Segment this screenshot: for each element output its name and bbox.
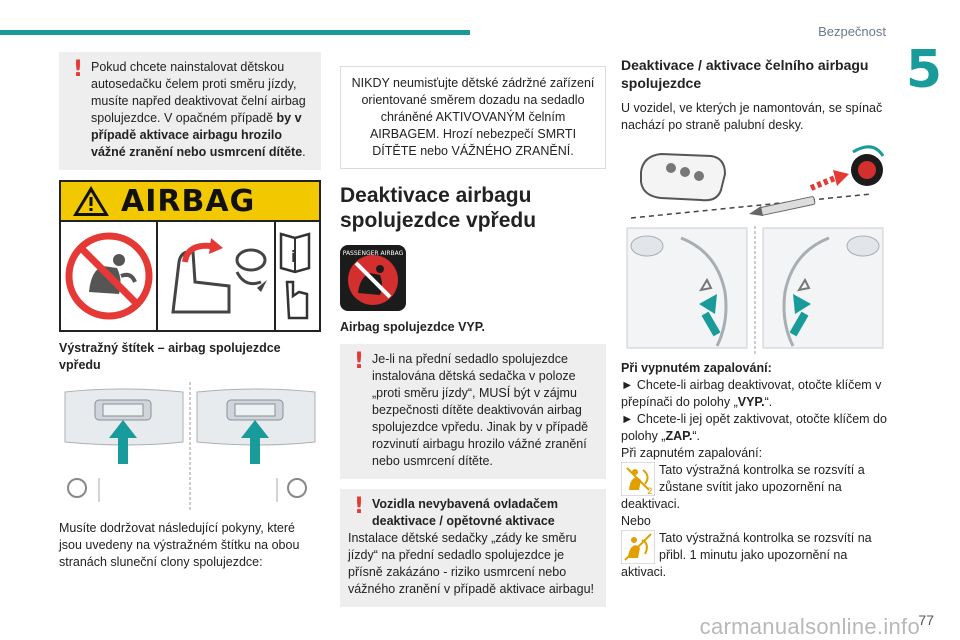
step-text: ► Chcete-li airbag deaktivovat, otočte klíčem v přepínači do polohy „	[621, 378, 882, 409]
page-section-title: Bezpečnost	[818, 24, 886, 39]
airbag-switch-illustration	[621, 142, 889, 354]
column-2	[340, 52, 606, 607]
lamp-off-text: Tato výstražná kontrolka se rozsvítí a zůstane svítit jako upozornění na	[659, 463, 865, 494]
warning-box-no-switch	[340, 489, 606, 607]
column-1	[59, 52, 321, 571]
warning-text-bold: by v případě aktivace airbagu hrozilo vážné zranění nebo usmrcení dítěte	[91, 111, 303, 159]
lamp-on-row	[621, 530, 889, 564]
airbag-off-lamp-icon	[621, 462, 655, 496]
warning-text	[67, 59, 313, 161]
airbag-off-caption: Airbag spolujezdce VYP.	[340, 320, 485, 334]
warning-triangle-icon	[61, 184, 121, 218]
exclamation-icon: !	[354, 349, 365, 374]
subsection-heading: Deaktivace / aktivace čelního airbagu spolujezdce	[621, 57, 869, 91]
warning-text-part: Pokud chcete nainstalovat dětskou autosedačku čelem proti směru jízdy, musíte napřed deaktivovat čelní airbag spolujezdce. V opačném případě	[91, 60, 306, 125]
step-deactivate	[621, 377, 889, 411]
warning-text-end: .	[302, 145, 306, 159]
intro-text: U vozidel, ve kterých je namontován, se spínač nachází po straně palubní desky.	[621, 101, 883, 132]
passenger-airbag-off-icon	[340, 245, 406, 311]
or-text: Nebo	[621, 514, 651, 528]
icon-label-text: PASSENGER AIRBAG	[342, 250, 404, 257]
column-3	[621, 52, 889, 581]
lamp-off-text-cont: deaktivaci.	[621, 497, 681, 511]
airbag-label-word: AIRBAG	[121, 183, 256, 219]
step-keyword: VYP.	[737, 395, 765, 409]
watermark: carmanualsonline.info	[699, 614, 920, 639]
lamp-badge-text: 2	[647, 487, 653, 496]
step-keyword: ZAP.	[665, 429, 693, 443]
page-number: 77	[918, 612, 934, 628]
airbag-label-pictograms	[61, 222, 319, 330]
svg-text:i: i	[291, 247, 297, 266]
step-text-end: “.	[764, 395, 773, 409]
warning-box-child-seat	[59, 52, 321, 170]
airbag-label-header	[61, 182, 319, 222]
step-activate	[621, 411, 889, 445]
car-key-icon	[641, 154, 725, 200]
label-caption: Výstražný štítek – airbag spolujezdce vpředu	[59, 341, 281, 372]
warning-heading: Vozidla nevybavená ovladačem deaktivace / opětovné aktivace	[372, 497, 558, 528]
exclamation-icon: !	[73, 57, 84, 82]
manual-book-icon	[281, 234, 309, 318]
ignition-off-heading: Při vypnutém zapalování:	[621, 361, 772, 375]
ignition-on-heading: Při zapnutém zapalování:	[621, 446, 763, 460]
header-accent-bar	[0, 30, 470, 35]
never-notice-box: NIKDY neumisťujte dětské zádržné zařízení orientované směrem dozadu na sedadlo chráněné AKTIVOVANÝM čelním AIRBAGEM. Hrozí nebezpečí SMRTI DÍTĚTE nebo VÁŽNÉHO ZRANĚNÍ.	[340, 66, 606, 169]
lamp-off-row	[621, 462, 889, 496]
airbag-deploy-icon	[173, 238, 267, 312]
warning-text: Je-li na přední sedadlo spolujezdce instalována dětská sedačka v poloze „proti směru jízdy“, MUSÍ být v zájmu bezpečnosti dítěte deaktivován airbag spolujezdce vpředu. Jinak by v případě rozvinutí airbagu hrozilo vážné zranění nebo usmrcení dítěte.	[372, 352, 589, 468]
exclamation-icon: !	[354, 494, 365, 519]
step-text: ► Chcete-li jej opět zaktivovat, otočte klíčem do polohy „	[621, 412, 887, 443]
airbag-warning-label	[59, 180, 321, 332]
lamp-on-text-cont: aktivaci.	[621, 565, 667, 579]
section-title: Deaktivace airbagu spolujezdce vpředu	[340, 184, 537, 232]
no-rear-facing-seat-icon	[69, 236, 149, 316]
lamp-on-text: Tato výstražná kontrolka se rozsvítí na přibl. 1 minutu jako upozornění na	[659, 531, 872, 562]
warning-text: Instalace dětské sedačky „zády ke směru jízdy“ na přední sedadlo spolujezdce je přísně zakázáno - riziko usmrcení nebo vážného zranění v případě aktivace airbagu!	[348, 531, 594, 596]
chapter-number: 5	[905, 40, 942, 100]
airbag-on-lamp-icon	[621, 530, 655, 564]
instruction-paragraph: Musíte dodržovat následující pokyny, které jsou uvedeny na výstražném štítku na obou stranách sluneční clony spolujezdce:	[59, 521, 300, 569]
step-text-end: “.	[692, 429, 700, 443]
warning-box-rear-facing	[340, 344, 606, 479]
sun-visor-illustration	[59, 382, 321, 510]
